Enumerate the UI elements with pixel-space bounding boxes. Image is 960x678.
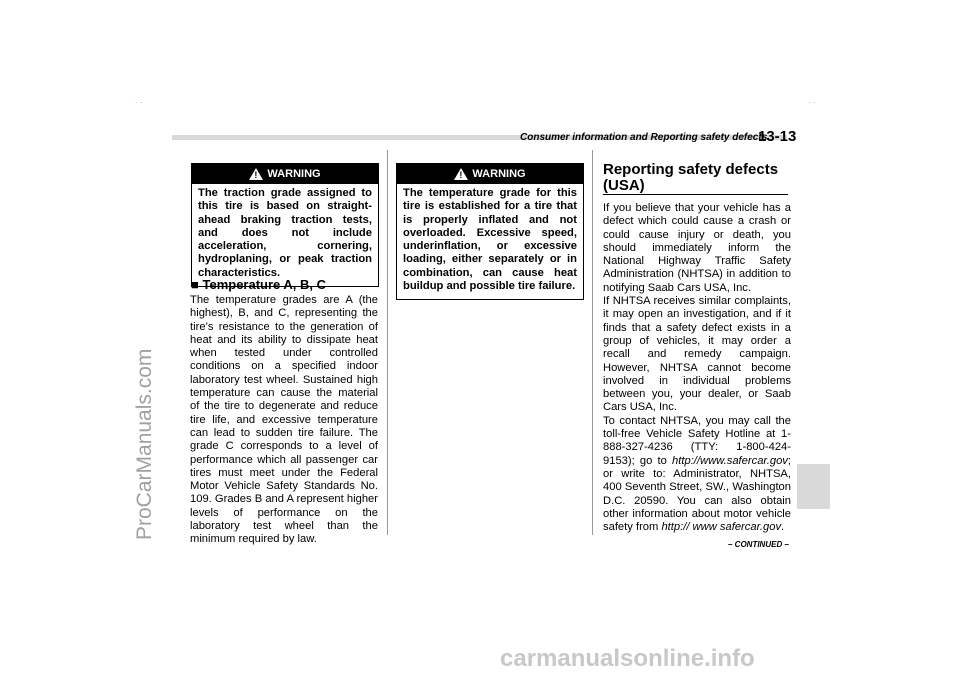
warning-triangle-icon: ! <box>454 168 468 180</box>
warning-label: WARNING <box>472 168 526 180</box>
page-number: 13-13 <box>758 128 797 145</box>
side-watermark: ProCarManuals.com <box>133 348 156 540</box>
temperature-section-heading <box>191 277 326 292</box>
reporting-body <box>603 202 791 534</box>
warning-text: The temperature grade for this tire is established for a tire that is properly inflated and not overloaded. Excessive speed, underinflation, or excessive loading, either separately or in combination, can cause heat buildup and possible tire failure. <box>403 187 577 293</box>
section-bullet-icon: ■ <box>191 277 199 292</box>
warning-text: The traction grade assigned to this tire is based on straight-ahead braking traction tests, and does not include acceleration, cornering, hydroplaning, or peak traction characteristics. <box>198 187 372 279</box>
paragraph-1: If you believe that your vehicle has a defect which could cause a crash or could cause injury or death, you should immediately inform the National Highway Traffic Safety Administration (NHTSA) in addition to notifying Saab Cars USA, Inc. <box>603 202 791 294</box>
column-divider-2 <box>592 150 593 535</box>
paragraph-3-end: . <box>781 521 785 534</box>
paragraph-3 <box>603 415 791 535</box>
paragraph-2: If NHTSA receives similar complaints, it may open an investigation, and if it finds that a safety defect exists in a group of vehicles, it may order a recall and remedy campaign. However, NHTSA cannot become involved in individual problems between you, your dealer, or Saab Cars USA, Inc. <box>603 295 791 414</box>
safercar-link-2[interactable]: http:// www safercar.gov <box>661 521 782 534</box>
warning-label: WARNING <box>267 168 321 180</box>
temperature-warning-box <box>396 163 584 300</box>
section-title: Temperature A, B, C <box>202 277 327 292</box>
warning-triangle-icon: ! <box>249 168 263 180</box>
corner-dots-right: . . <box>808 95 816 105</box>
reporting-defects-title: Reporting safety defects (USA) <box>603 161 779 194</box>
title-rule <box>603 194 788 195</box>
continued-label: – CONTINUED – <box>728 540 789 549</box>
header-section-title: Consumer information and Reporting safety defects <box>520 132 768 143</box>
side-tab <box>797 464 830 509</box>
corner-dots-left: . . <box>135 95 143 105</box>
column-divider-1 <box>387 150 388 535</box>
warning-header <box>192 164 378 184</box>
warning-header <box>397 164 583 184</box>
temperature-body-text: The temperature grades are A (the highest), B, and C, representing the tire’s resistance to the generation of heat and its ability to dissipate heat when tested under controlled conditions on a specified indoor laboratory test wheel. Sustained high temperature can cause the material of the tire to degenerate and reduce tire life, and excessive temperature can lead to sudden tire failure. The grade C corresponds to a level of performance which all passenger car tires must meet under the Federal Motor Vehicle Safety Standards No. 109. Grades B and A represent higher levels of performance on the laboratory test wheel than the minimum required by law. <box>190 294 378 546</box>
safercar-link-1[interactable]: http://www.safercar.gov <box>672 454 788 467</box>
paragraph-3-text-b: ; or write to: Administrator, NHTSA, 400 Seventh Street, SW., Washington D.C. 20590. You can also obtain other information about motor vehicle safety from <box>603 454 791 534</box>
traction-warning-box <box>191 163 379 287</box>
footer-watermark: carmanualsonline.info <box>500 645 755 672</box>
paragraph-3-text-a: To contact NHTSA, you may call the toll-free Vehicle Safety Hotline at 1-888-327-4236 (TTY: 1-800-424-9153); go to <box>603 414 791 467</box>
